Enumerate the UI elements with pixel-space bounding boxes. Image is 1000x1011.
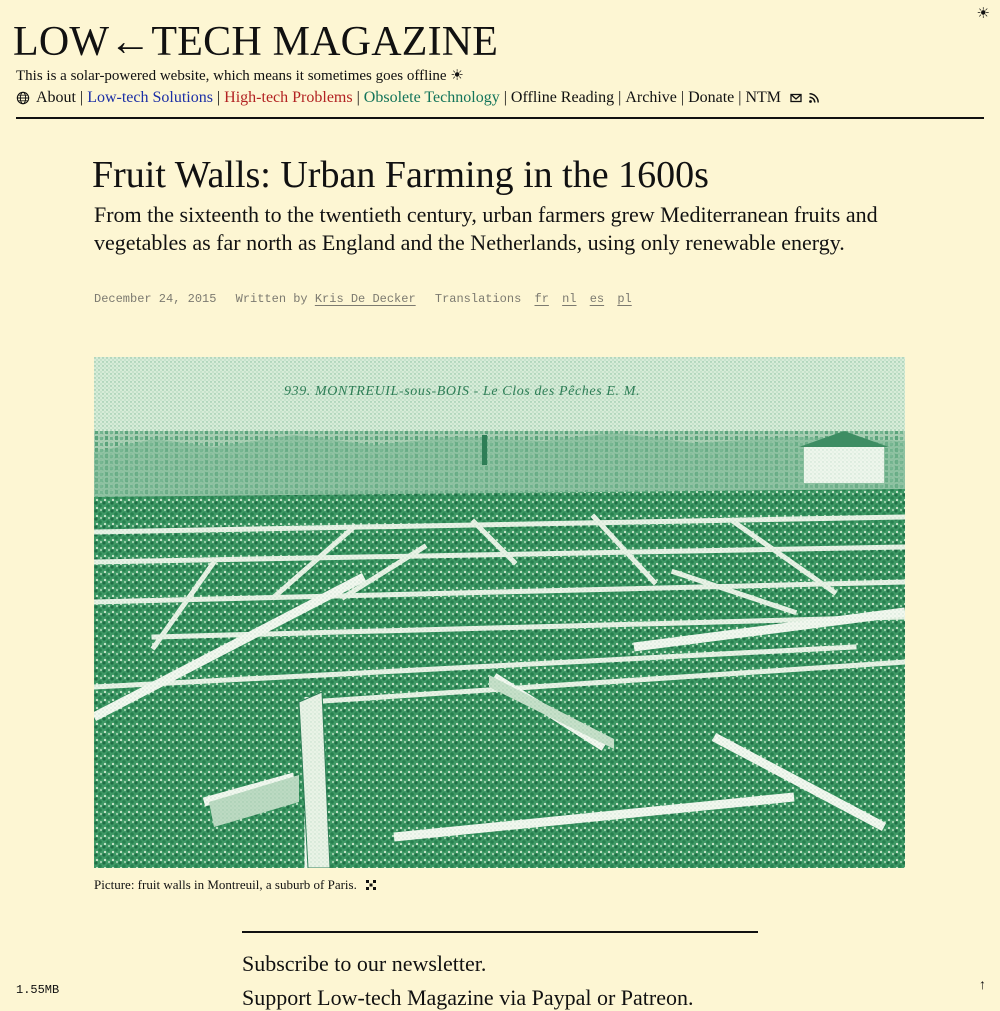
back-to-top-arrow-icon[interactable]: ↑ [979, 978, 986, 993]
hero-image [94, 357, 905, 868]
nav-separator: | [216, 89, 221, 106]
author-link[interactable]: Kris De Decker [314, 292, 416, 306]
nav-ntm[interactable]: NTM [745, 89, 782, 106]
site-tagline: This is a solar-powered website, which means it sometimes goes offline ☀ [16, 68, 464, 84]
mail-icon[interactable] [790, 92, 802, 104]
support-period: . [688, 985, 694, 1010]
nav-high-tech-problems[interactable]: High-tech Problems [224, 89, 353, 106]
site-title[interactable]: LOW←TECH MAGAZINE [13, 19, 499, 65]
article-date: December 24, 2015 [94, 292, 217, 306]
newsletter-subscribe [242, 951, 486, 977]
nav-separator: | [80, 89, 84, 106]
nav-donate[interactable]: Donate [688, 89, 735, 106]
main-nav [16, 88, 984, 108]
nav-separator: | [356, 89, 360, 106]
article-subtitle: From the sixteenth to the twentieth century, urban farmers grew Mediterranean fruits and vegetables as far north as England and the Netherlands, using only renewable energy. [94, 202, 878, 255]
newsletter-divider [242, 931, 758, 933]
site-header [13, 0, 984, 119]
support-line [242, 985, 694, 1011]
paypal-link[interactable]: Paypal [531, 985, 592, 1010]
rss-icon[interactable] [808, 92, 820, 104]
translations-label: Translations [434, 292, 522, 306]
nav-archive[interactable]: Archive [625, 89, 677, 106]
subscribe-period: . [480, 951, 487, 976]
nav-separator: | [503, 89, 507, 106]
support-prefix: Support Low-tech Magazine via [242, 985, 532, 1010]
theme-toggle-sun-icon[interactable]: ☀ [976, 6, 990, 22]
translation-nl[interactable]: nl [562, 292, 577, 306]
nav-separator: | [738, 89, 742, 106]
nav-low-tech-solutions[interactable]: Low-tech Solutions [87, 89, 213, 106]
nav-obsolete-technology[interactable]: Obsolete Technology [363, 89, 500, 106]
support-or: or [591, 985, 621, 1010]
caption-text: Picture: fruit walls in Montreuil, a suburb of Paris. [94, 877, 357, 892]
translation-pl[interactable]: pl [617, 292, 632, 306]
fruit-walls-postcard-image [94, 357, 905, 868]
dither-toggle-icon[interactable] [366, 880, 376, 890]
header-divider [16, 117, 984, 119]
translation-fr[interactable]: fr [534, 292, 549, 306]
patreon-link[interactable]: Patreon [620, 985, 688, 1010]
nav-separator: | [618, 89, 622, 106]
nav-about[interactable]: About [36, 89, 76, 106]
globe-icon[interactable] [16, 91, 30, 105]
image-caption [94, 877, 376, 893]
written-by-label: Written by [235, 292, 308, 306]
nav-separator: | [680, 89, 685, 106]
translation-es[interactable]: es [589, 292, 605, 306]
page-size-indicator: 1.55MB [16, 983, 60, 997]
nav-offline-reading[interactable]: Offline Reading [510, 89, 615, 106]
article-title: Fruit Walls: Urban Farming in the 1600s [92, 154, 709, 196]
article-meta [94, 292, 632, 306]
subscribe-newsletter-link[interactable]: Subscribe to our newsletter [242, 951, 481, 976]
